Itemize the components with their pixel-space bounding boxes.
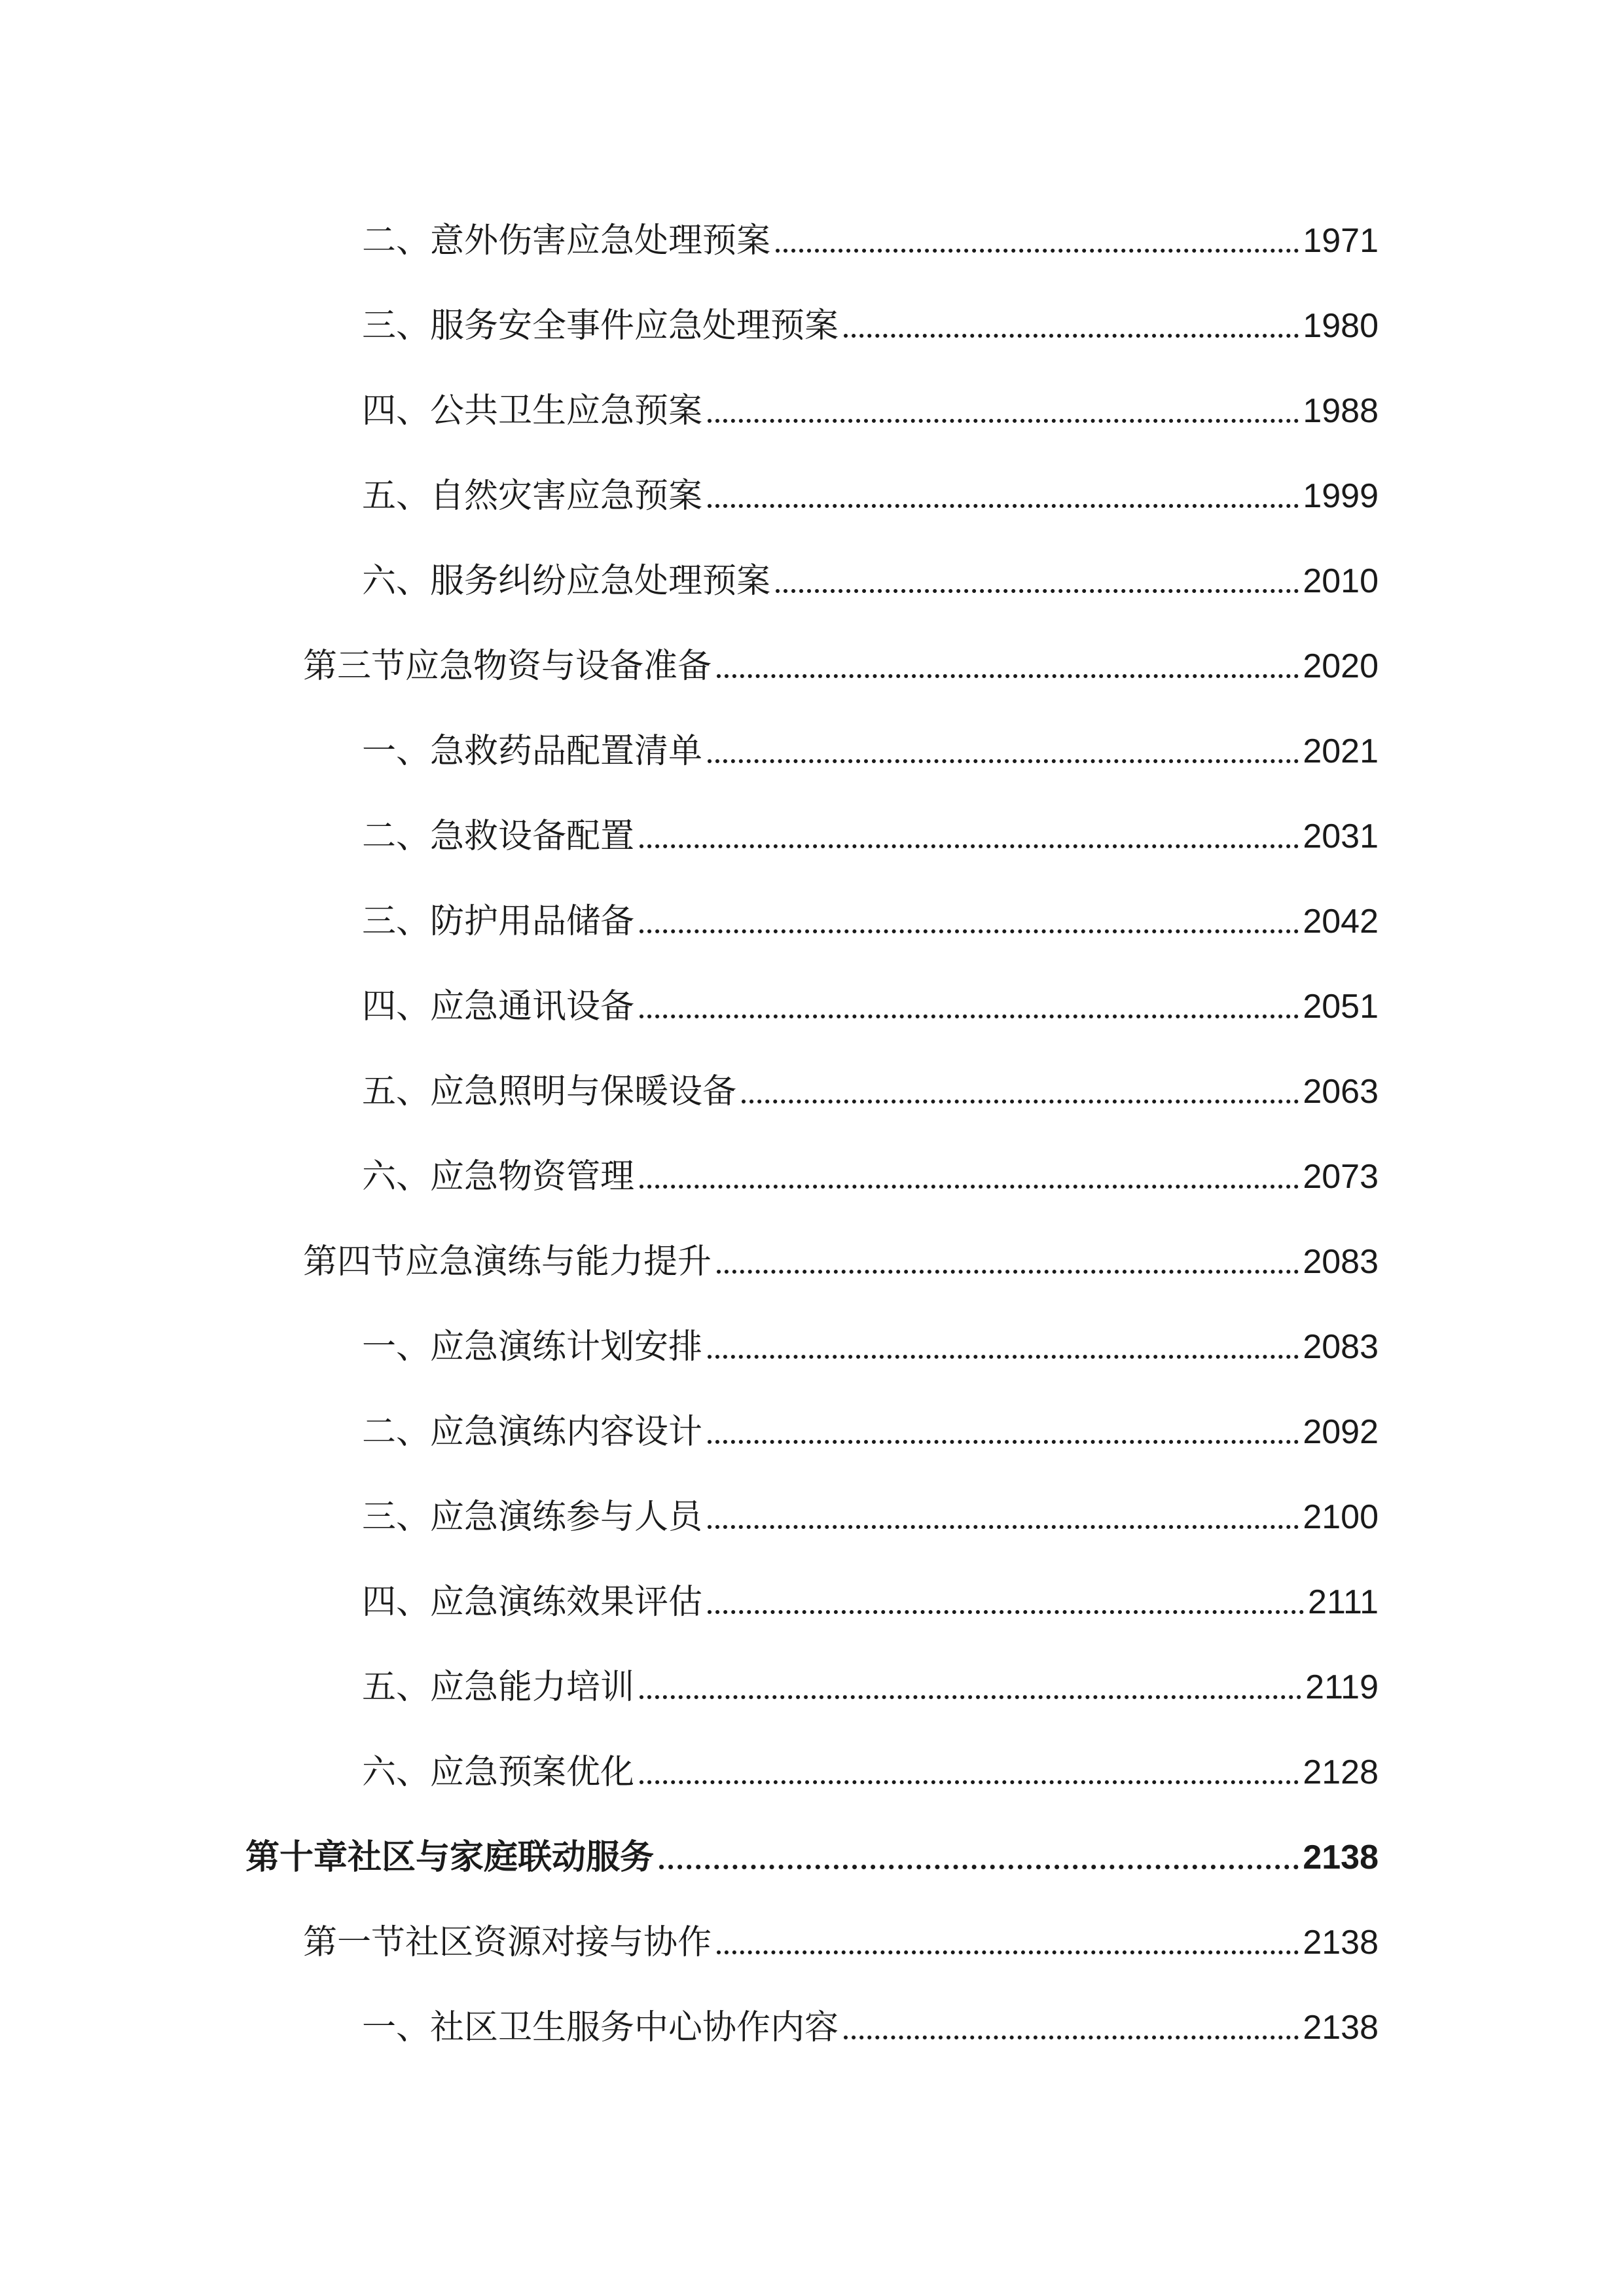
toc-leader-dots <box>708 1355 1299 1359</box>
toc-entry[interactable] <box>362 975 1379 1028</box>
toc-entry-title: 四、公共卫生应急预案 <box>362 391 703 431</box>
toc-leader-dots <box>659 1865 1299 1869</box>
toc-entry-page: 2042 <box>1303 903 1379 941</box>
toc-entry-page: 2021 <box>1303 732 1379 770</box>
toc-leader-dots <box>742 1100 1299 1103</box>
toc-entry-title: 一、急救药品配置清单 <box>362 732 703 771</box>
toc-entry-page: 2138 <box>1303 1839 1379 1876</box>
toc-entry-page: 1999 <box>1303 477 1379 515</box>
toc-entry[interactable] <box>303 1230 1379 1283</box>
toc-leader-dots <box>708 759 1299 763</box>
toc-leader-dots <box>708 1610 1304 1614</box>
toc-entry[interactable] <box>362 720 1379 772</box>
toc-entry-page: 1988 <box>1303 392 1379 430</box>
toc-entry[interactable] <box>362 550 1379 602</box>
toc-entry-title: 一、应急演练计划安排 <box>362 1327 703 1367</box>
toc-leader-dots <box>708 504 1299 508</box>
toc-entry-title: 六、应急物资管理 <box>362 1157 635 1196</box>
toc-entry-page: 2020 <box>1303 647 1379 685</box>
toc-entry-title: 一、社区卫生服务中心协作内容 <box>362 2008 839 2047</box>
toc-leader-dots <box>640 929 1299 933</box>
toc-leader-dots <box>708 1525 1299 1529</box>
toc-entry-page: 2092 <box>1303 1413 1379 1451</box>
toc-leader-dots <box>708 1440 1299 1444</box>
toc-leader-dots <box>844 334 1299 338</box>
toc-entry[interactable] <box>362 890 1379 942</box>
toc-entry-page: 2073 <box>1303 1158 1379 1196</box>
toc-entry[interactable] <box>362 1996 1379 2049</box>
toc-entry[interactable] <box>362 805 1379 857</box>
toc-entry-title: 三、服务安全事件应急处理预案 <box>362 306 839 346</box>
toc-entry[interactable] <box>362 209 1379 262</box>
toc-entry-chapter[interactable] <box>245 1826 1379 1878</box>
toc-entry-title: 四、应急演练效果评估 <box>362 1583 703 1622</box>
toc-entry-title: 二、急救设备配置 <box>362 817 635 856</box>
toc-entry-page: 2128 <box>1303 1753 1379 1791</box>
toc-entry-title: 五、自然灾害应急预案 <box>362 476 703 516</box>
toc-entry-title: 二、应急演练内容设计 <box>362 1412 703 1452</box>
toc-entry[interactable] <box>362 1741 1379 1793</box>
toc-entry-page: 2051 <box>1303 988 1379 1026</box>
toc-entry[interactable] <box>362 1316 1379 1368</box>
toc-entry-page: 2138 <box>1303 1924 1379 1962</box>
toc-entry-page: 2083 <box>1303 1328 1379 1366</box>
toc-entry[interactable] <box>362 1656 1379 1708</box>
toc-entry-page: 2010 <box>1303 562 1379 600</box>
toc-entry-page: 2031 <box>1303 817 1379 855</box>
toc-leader-dots <box>640 1014 1299 1018</box>
toc-entry-title: 第三节应急物资与设备准备 <box>303 647 712 686</box>
toc-entry-title: 二、意外伤害应急处理预案 <box>362 221 771 260</box>
toc-entry-title: 三、应急演练参与人员 <box>362 1498 703 1537</box>
toc-leader-dots <box>717 1270 1299 1274</box>
toc-entry-page: 2083 <box>1303 1243 1379 1281</box>
toc-entry-page: 1980 <box>1303 307 1379 345</box>
toc-leader-dots <box>640 844 1299 848</box>
toc-entry-page: 2100 <box>1303 1498 1379 1536</box>
toc-entry-title: 第十章社区与家庭联动服务 <box>245 1838 655 1877</box>
toc-leader-dots <box>717 1950 1299 1954</box>
toc-entry[interactable] <box>362 1571 1379 1623</box>
toc-entry-title: 五、应急能力培训 <box>362 1668 635 1707</box>
toc-entry-title: 三、防护用品储备 <box>362 902 635 941</box>
toc-entry[interactable] <box>362 1486 1379 1538</box>
toc-leader-dots <box>640 1185 1299 1189</box>
toc-entry-page: 2138 <box>1303 2009 1379 2047</box>
toc-entry-title: 六、服务纠纷应急处理预案 <box>362 562 771 601</box>
toc-entry[interactable] <box>303 635 1379 687</box>
toc-entry[interactable] <box>362 1401 1379 1453</box>
toc-leader-dots <box>640 1695 1301 1699</box>
toc-entry[interactable] <box>362 380 1379 432</box>
toc-entry[interactable] <box>362 295 1379 347</box>
toc-entry-title: 六、应急预案优化 <box>362 1753 635 1792</box>
toc-entry[interactable] <box>362 1060 1379 1113</box>
toc-entry[interactable] <box>303 1911 1379 1964</box>
toc-leader-dots <box>776 589 1299 593</box>
toc-entry[interactable] <box>362 1145 1379 1198</box>
toc-entry-title: 第一节社区资源对接与协作 <box>303 1923 712 1962</box>
toc-entry-page: 2063 <box>1303 1073 1379 1111</box>
toc-leader-dots <box>776 249 1299 253</box>
toc-entry-page: 1971 <box>1303 222 1379 260</box>
toc-entry-title: 五、应急照明与保暖设备 <box>362 1072 737 1111</box>
toc-entry-page: 2111 <box>1308 1583 1379 1621</box>
toc-leader-dots <box>640 1780 1299 1784</box>
toc-entry[interactable] <box>362 465 1379 517</box>
toc-leader-dots <box>717 674 1299 678</box>
toc-entry-title: 四、应急通讯设备 <box>362 987 635 1026</box>
toc-leader-dots <box>844 2036 1299 2039</box>
toc-entry-page: 2119 <box>1305 1668 1379 1706</box>
toc-entry-title: 第四节应急演练与能力提升 <box>303 1242 712 1282</box>
toc-leader-dots <box>708 419 1299 423</box>
